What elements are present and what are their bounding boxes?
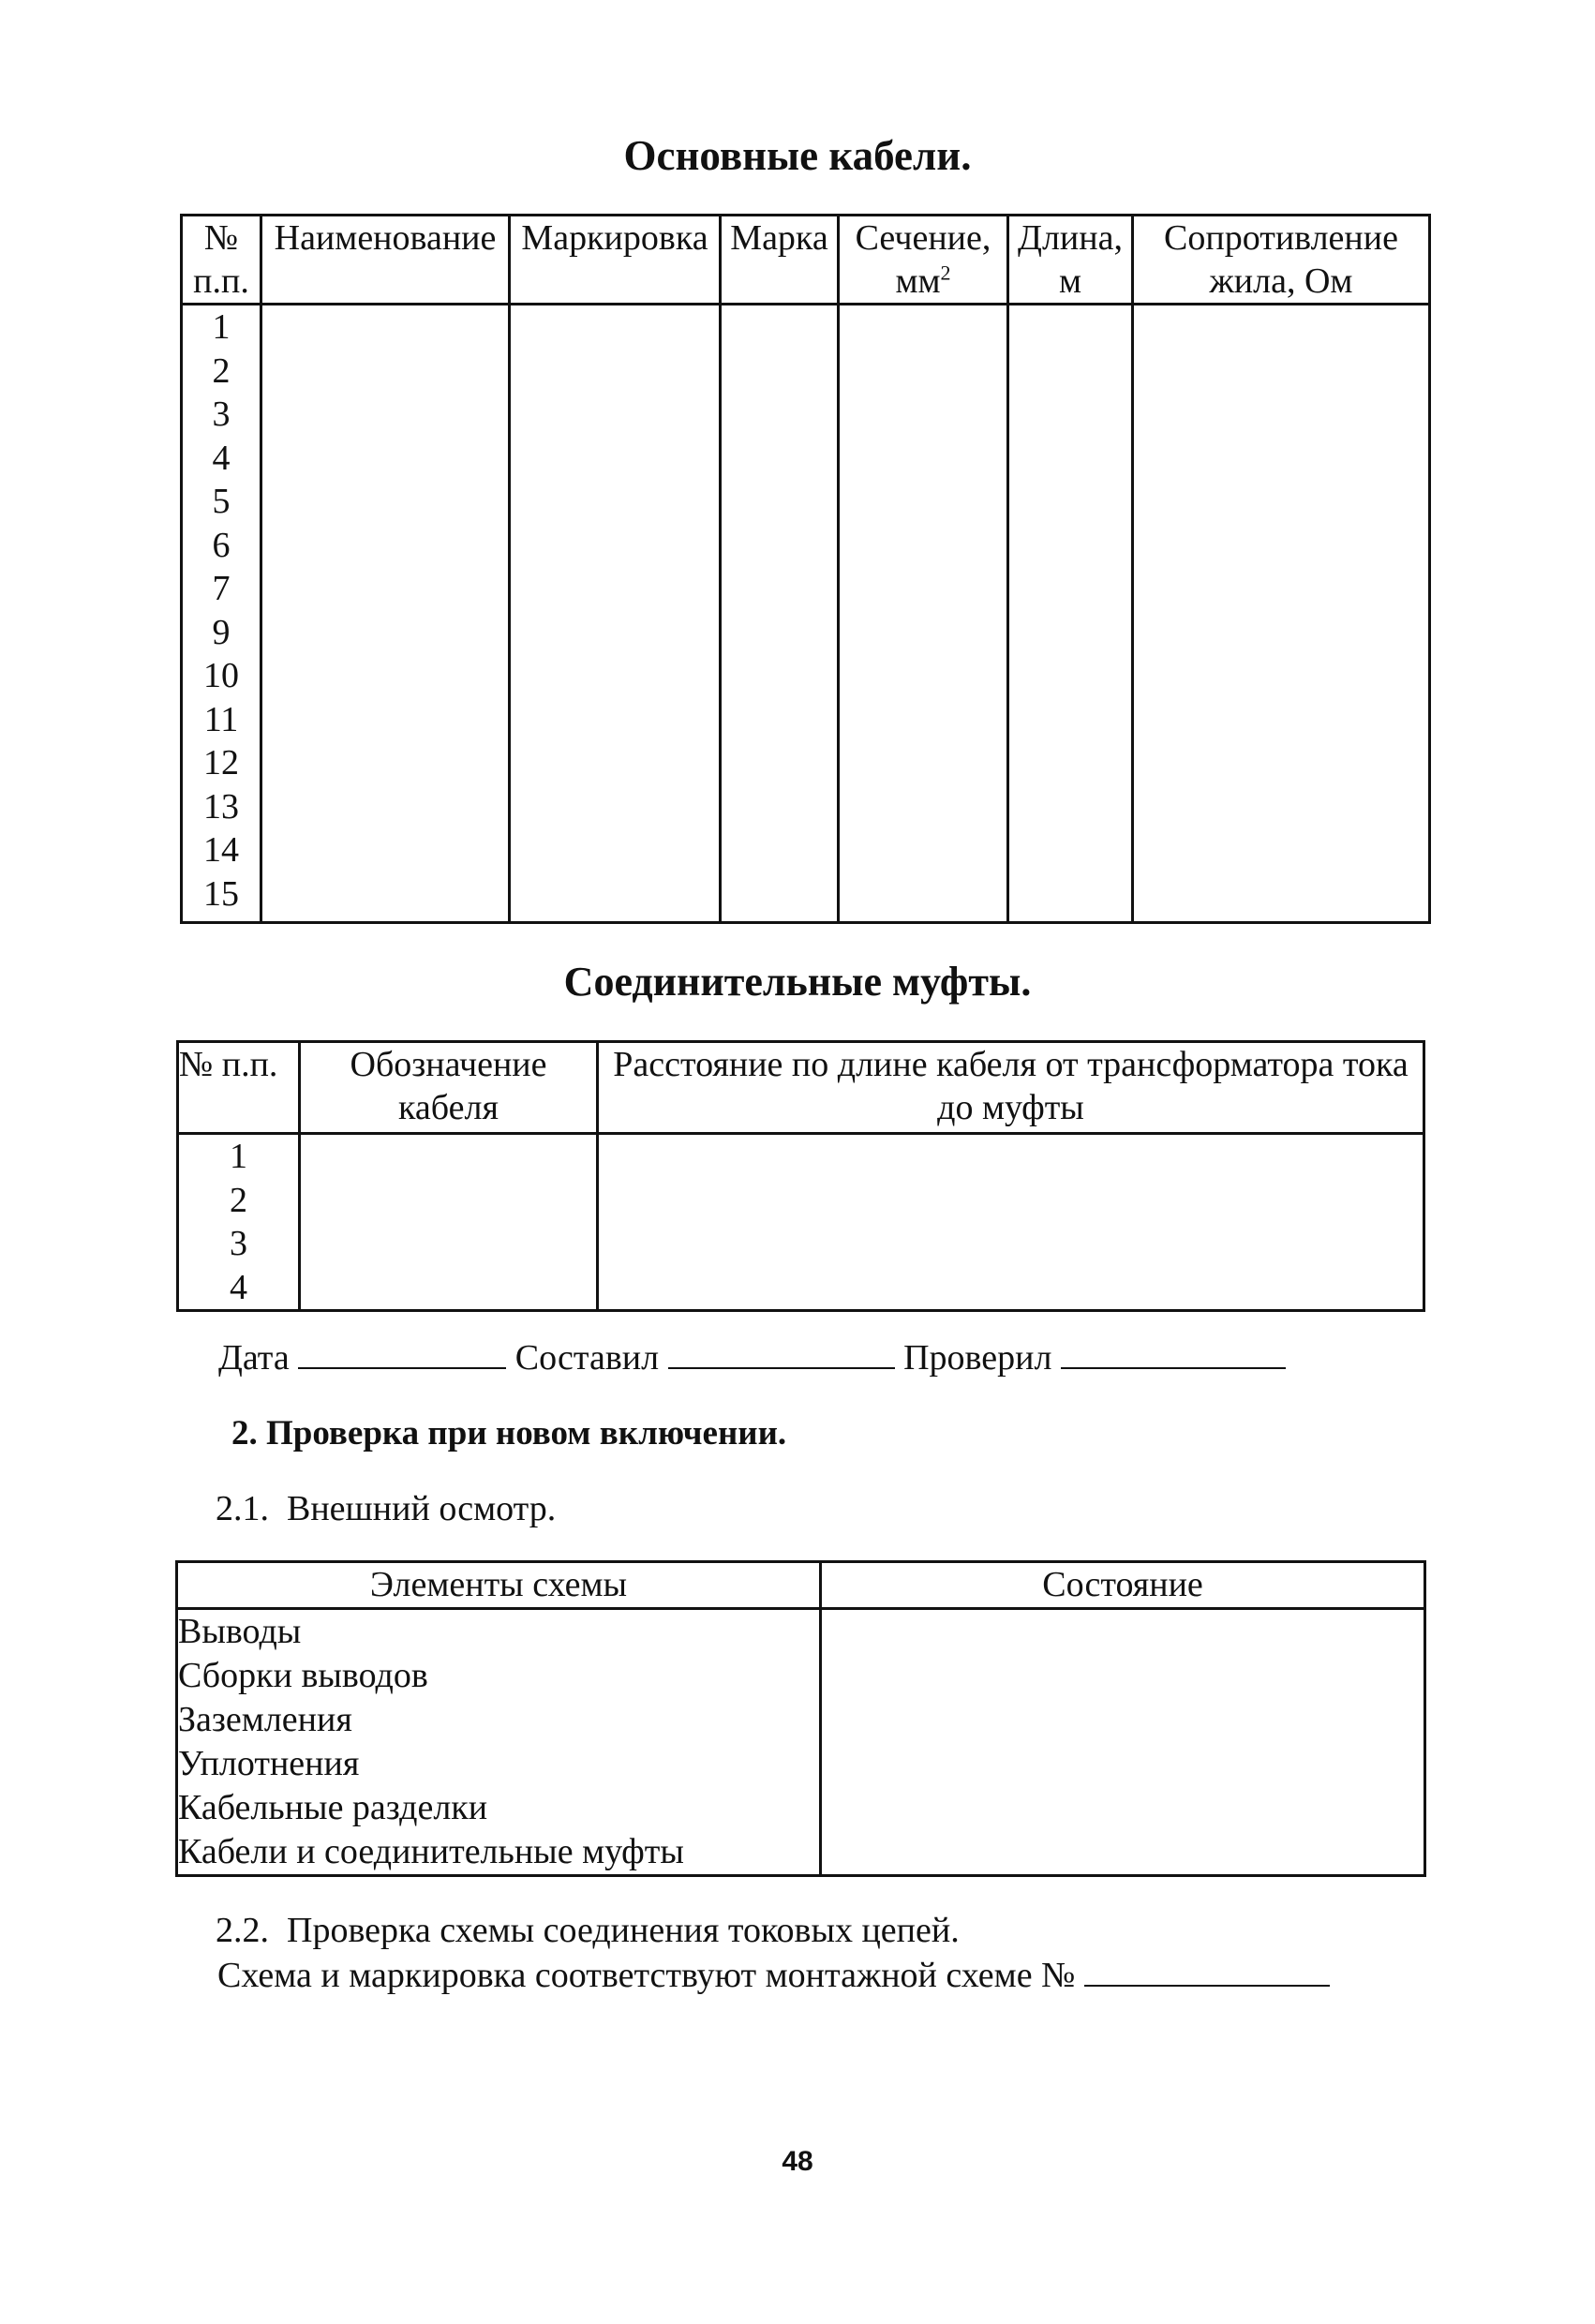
header-length: Длина, м xyxy=(1008,216,1133,305)
checked-label: Проверил xyxy=(903,1338,1052,1378)
page-number: 48 xyxy=(782,2146,813,2177)
cell-cable-designation[interactable] xyxy=(300,1134,598,1311)
section-heading: 2. Проверка при новом включении. xyxy=(231,1414,787,1452)
list-item: Уплотнения xyxy=(178,1744,360,1783)
subsection-external-inspection: 2.1. Внешний осмотр. xyxy=(216,1489,557,1528)
header-state: Состояние xyxy=(821,1562,1425,1609)
cell-name[interactable] xyxy=(261,305,510,923)
table-row: 14 xyxy=(203,830,239,870)
cell-state[interactable] xyxy=(821,1609,1425,1876)
cables-table xyxy=(180,214,1431,924)
table-row: 12 xyxy=(203,743,239,782)
header-brand: Марка xyxy=(721,216,839,305)
header-section xyxy=(839,216,1008,305)
header-number: № п.п. xyxy=(182,216,261,305)
header-distance: Расстояние по длине кабеля от трансформатора тока до муфты xyxy=(598,1042,1424,1134)
subsection-scheme-check: 2.2. Проверка схемы соединения токовых цепей. xyxy=(216,1911,960,1950)
table-row: 1 xyxy=(230,1137,247,1176)
date-label: Дата xyxy=(218,1338,290,1378)
list-item: Сборки выводов xyxy=(178,1656,428,1695)
couplings-title: Соединительные муфты. xyxy=(563,959,1032,1005)
list-item: Заземления xyxy=(178,1700,352,1739)
cables-row-numbers xyxy=(182,305,261,923)
compiled-field[interactable] xyxy=(668,1335,895,1369)
table-row: 9 xyxy=(212,612,231,652)
list-item: Выводы xyxy=(178,1612,302,1651)
table-row: 11 xyxy=(203,699,239,739)
table-row: 10 xyxy=(203,656,239,695)
inspection-table xyxy=(175,1560,1426,1877)
header-number: № п.п. xyxy=(178,1042,300,1134)
scheme-number-field[interactable] xyxy=(1084,1953,1330,1987)
table-row: 2 xyxy=(212,350,231,391)
couplings-table xyxy=(176,1040,1425,1312)
table-row: 7 xyxy=(212,569,231,608)
table-row: 2 xyxy=(230,1180,247,1220)
header-section-superscript: 2 xyxy=(940,261,951,285)
header-elements: Элементы схемы xyxy=(177,1562,821,1609)
cables-title: Основные кабели. xyxy=(623,132,972,179)
table-row: 3 xyxy=(230,1224,247,1263)
table-row: 4 xyxy=(230,1267,247,1307)
cell-distance[interactable] xyxy=(598,1134,1424,1311)
table-row: 15 xyxy=(203,873,239,914)
cell-length[interactable] xyxy=(1008,305,1133,923)
cell-section[interactable] xyxy=(839,305,1008,923)
list-item: Кабельные разделки xyxy=(178,1788,488,1827)
table-row: 13 xyxy=(203,786,239,827)
table-row: 5 xyxy=(212,482,231,521)
cell-brand[interactable] xyxy=(721,305,839,923)
checked-field[interactable] xyxy=(1061,1335,1286,1369)
date-field[interactable] xyxy=(298,1335,506,1369)
compiled-label: Составил xyxy=(514,1338,660,1378)
couplings-row-numbers xyxy=(178,1134,300,1311)
header-marking: Маркировка xyxy=(510,216,721,305)
list-item: Кабели и соединительные муфты xyxy=(178,1832,684,1871)
signature-line xyxy=(218,1335,1286,1378)
header-section-label: Сечение, мм xyxy=(855,218,991,301)
scheme-text: Схема и маркировка соответствуют монтажной схеме № xyxy=(217,1956,1076,1995)
header-resistance: Сопротивление жила, Ом xyxy=(1133,216,1430,305)
header-cable-designation: Обозначение кабеля xyxy=(300,1042,598,1134)
header-name: Наименование xyxy=(261,216,510,305)
cell-resistance[interactable] xyxy=(1133,305,1430,923)
table-row: 1 xyxy=(212,307,231,347)
cell-marking[interactable] xyxy=(510,305,721,923)
scheme-line xyxy=(217,1953,1330,1996)
table-row: 3 xyxy=(212,395,231,434)
table-row: 4 xyxy=(212,438,231,478)
inspection-elements xyxy=(177,1609,821,1876)
table-row: 6 xyxy=(212,525,231,565)
